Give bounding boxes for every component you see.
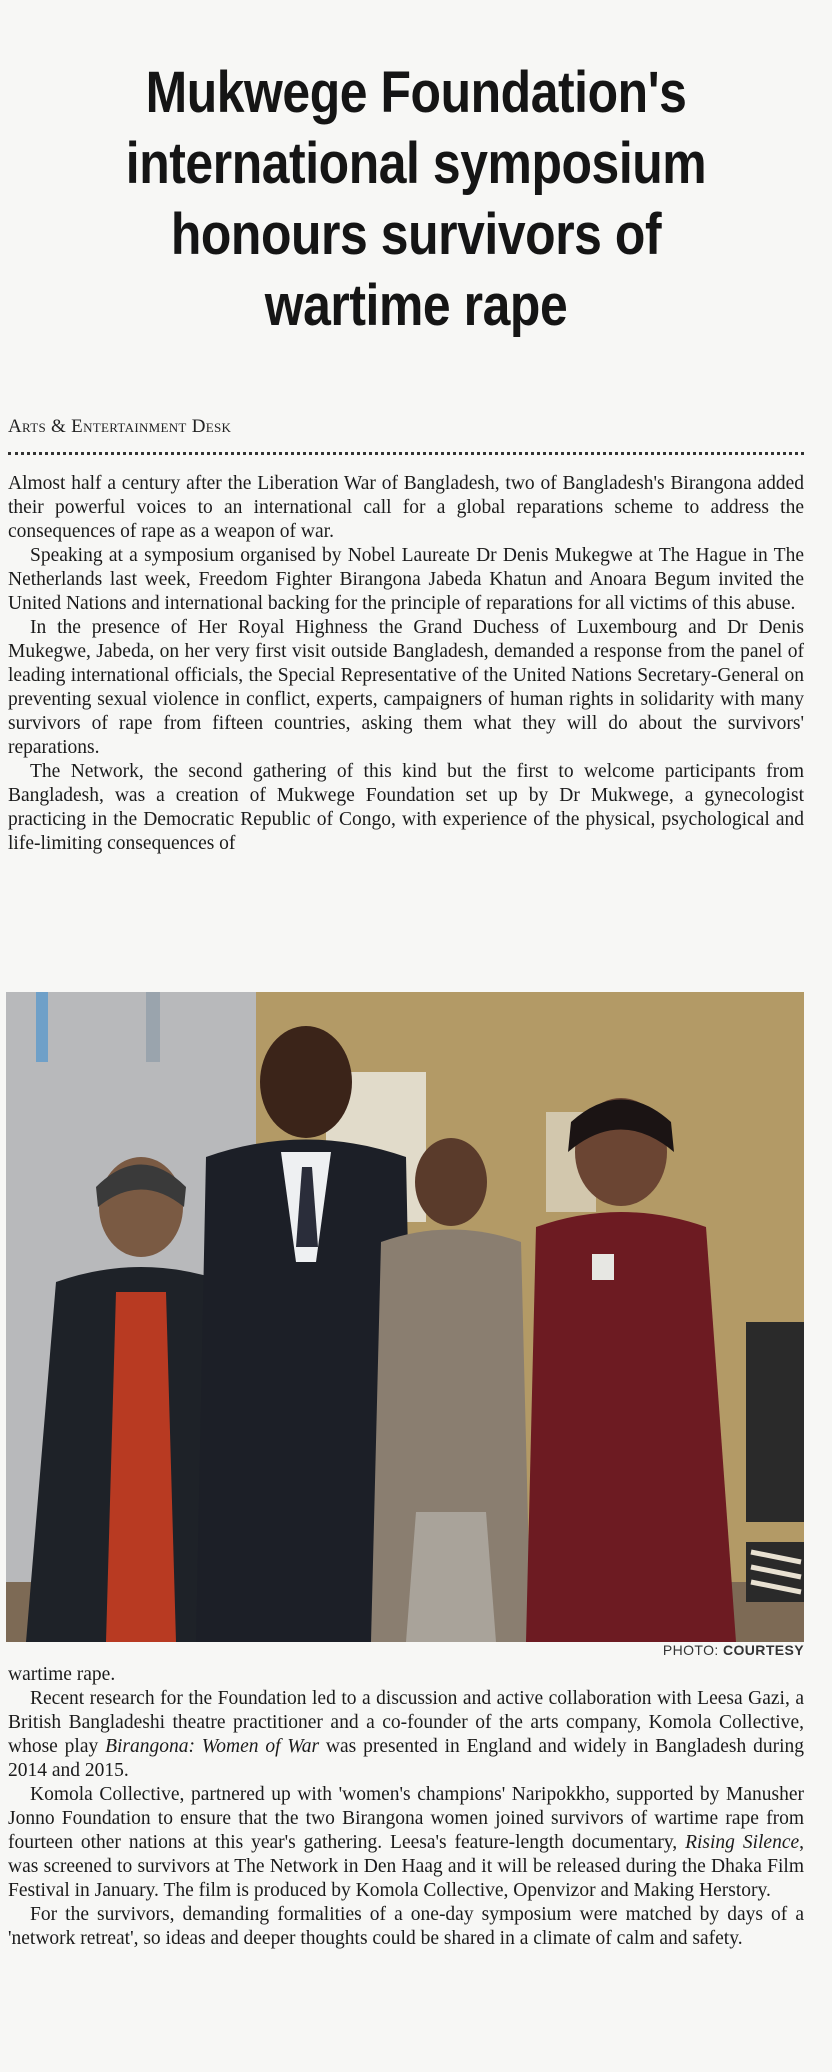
article-photo bbox=[6, 992, 804, 1642]
byline: Arts & Entertainment Desk bbox=[8, 416, 232, 437]
article-body-top bbox=[8, 472, 804, 856]
film-title: Rising Silence bbox=[685, 1832, 800, 1853]
paragraph: Speaking at a symposium organised by Nobel Laureate Dr Denis Mukegwe at The Hague in The Netherlands last week, Freedom Fighter Birangona Jabeda Khatun and Anoara Begum invited the United Nations and international backing for the principle of reparations for all victims of this abuse. bbox=[8, 545, 804, 614]
paragraph: Almost half a century after the Liberation War of Bangladesh, two of Bangladesh's Birangona added their powerful voices to an international call for a global reparations scheme to address the consequences of rape as a weapon of war. bbox=[8, 473, 804, 542]
paragraph bbox=[8, 1687, 804, 1783]
dotted-divider bbox=[8, 452, 804, 455]
paragraph-text: , was screened to survivors at The Network in Den Haag and it will be released during the Dhaka Film Festival in January. The film is produced by Komola Collective, Openvizor and Making Herstory. bbox=[8, 1832, 805, 1901]
photo-credit-source: COURTESY bbox=[723, 1642, 804, 1658]
headline-line: honours survivors of bbox=[170, 201, 662, 267]
headline bbox=[58, 57, 774, 341]
photo-credit-label: PHOTO: bbox=[662, 1642, 719, 1658]
headline-line: wartime rape bbox=[264, 272, 568, 338]
paragraph: The Network, the second gathering of this kind but the first to welcome participants from Bangladesh, was a creation of Mukwege Foundation set up by Dr Mukwege, a gynecologist practicing in the Democratic Republic of Congo, with experience of the physical, psychological and life-limiting consequences of bbox=[8, 761, 804, 854]
paragraph-text: was presented in England and widely in Bangladesh during 2014 and 2015. bbox=[8, 1736, 805, 1781]
paragraph: wartime rape. bbox=[8, 1664, 116, 1685]
paragraph: For the survivors, demanding formalities of a one-day symposium were matched by days of a 'network retreat', so ideas and deeper thoughts could be shared in a climate of calm and safety. bbox=[8, 1904, 804, 1949]
photo-credit bbox=[663, 1642, 804, 1658]
paragraph-text: Recent research for the Foundation led to a discussion and active collaboration with Leesa Gazi, a British Bangladeshi theatre practitioner and a co-founder of the arts company, Komola Collective, whose play bbox=[8, 1688, 804, 1757]
headline-line: international symposium bbox=[125, 130, 707, 196]
photo-illustration bbox=[6, 992, 804, 1642]
paragraph-text: Komola Collective, partnered up with 'women's champions' Naripokkho, supported by Manusher Jonno Foundation to ensure that the two Birangona women joined survivors of wartime rape from fourteen other nations at this year's gathering. Leesa's feature-length documentary, bbox=[8, 1784, 804, 1853]
paragraph bbox=[8, 1783, 804, 1903]
article-body-bottom bbox=[8, 1663, 804, 1951]
paragraph: In the presence of Her Royal Highness the Grand Duchess of Luxembourg and Dr Denis Mukegwe, Jabeda, on her very first visit outside Bangladesh, demanded a response from the panel of leading international officials, the Special Representative of the United Nations Secretary-General on preventing sexual violence in conflict, experts, campaigners of human rights in solidarity with many survivors of rape from fifteen countries, asking them what they will do about the survivors' reparations. bbox=[8, 617, 804, 758]
play-title: Birangona: Women of War bbox=[105, 1736, 320, 1757]
headline-line: Mukwege Foundation's bbox=[145, 59, 687, 125]
